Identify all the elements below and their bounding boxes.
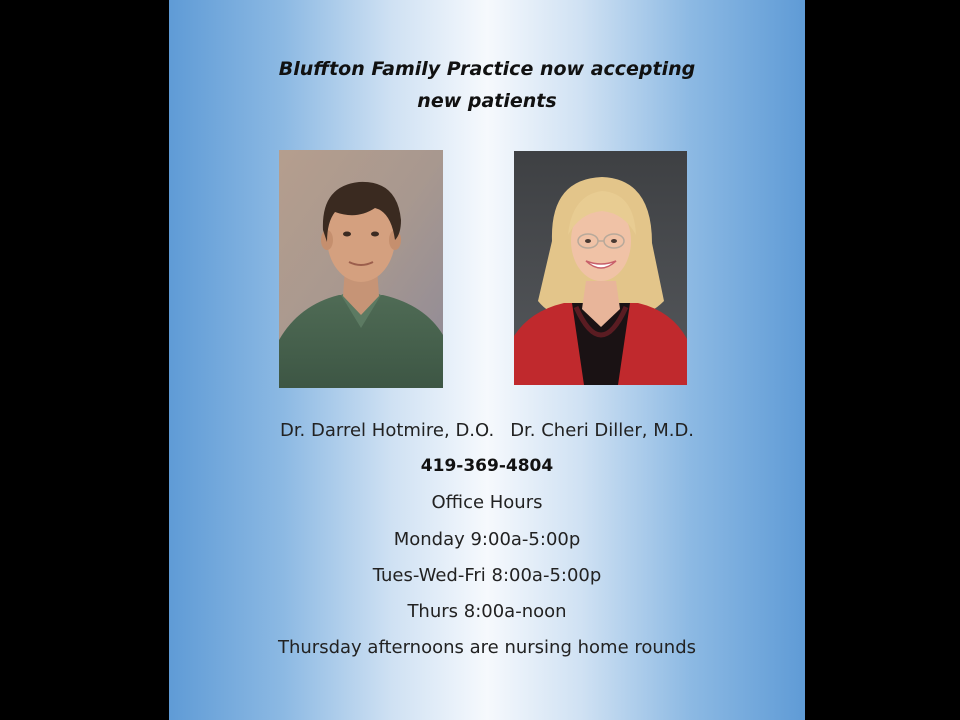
- headline-line-1: Bluffton Family Practice now accepting: [278, 58, 696, 80]
- doctor-photo-2: [514, 151, 687, 385]
- doctor-names: [169, 420, 805, 441]
- doctor-name-2: Dr. Cheri Diller, M.D.: [510, 420, 695, 441]
- hours-monday: Monday 9:00a-5:00p: [393, 529, 581, 550]
- hours-tues-wed-fri: Tues-Wed-Fri 8:00a-5:00p: [372, 565, 602, 586]
- nursing-home-note: Thursday afternoons are nursing home rounds: [278, 637, 696, 658]
- doctor-photo-1: [279, 150, 443, 388]
- office-hours-label: Office Hours: [431, 492, 543, 513]
- hours-thursday: Thurs 8:00a-noon: [407, 601, 567, 622]
- headline-line-2: new patients: [417, 90, 557, 112]
- doctor-name-1: Dr. Darrel Hotmire, D.O.: [279, 420, 495, 441]
- flyer: [169, 0, 805, 720]
- phone-number: 419-369-4804: [420, 456, 554, 476]
